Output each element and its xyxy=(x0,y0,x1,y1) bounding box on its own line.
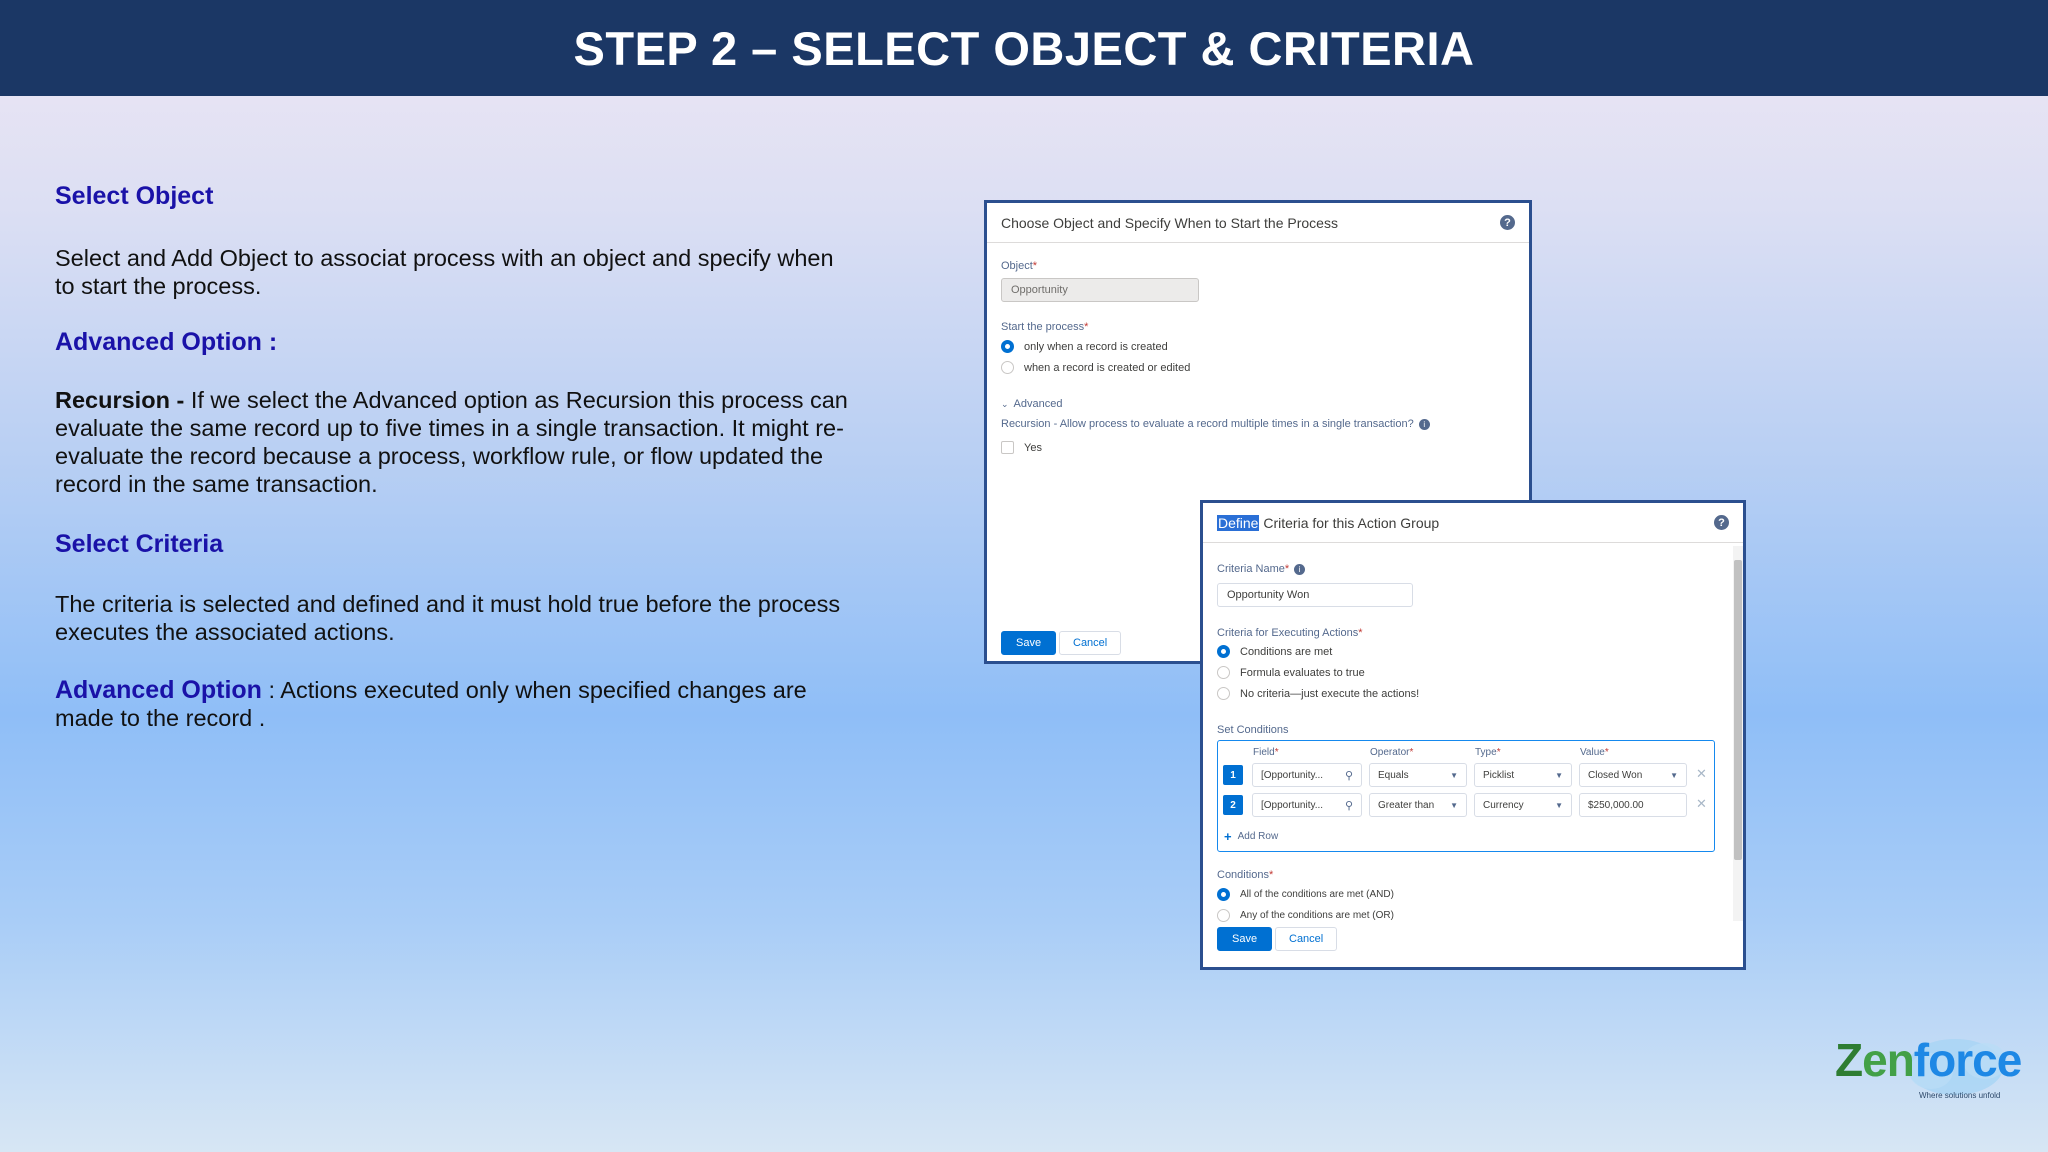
select-criteria-heading: Select Criteria xyxy=(55,530,224,558)
recursion-label: Recursion - xyxy=(55,387,191,413)
advanced-option-description: Actions executed only when specified changes are made to the record . xyxy=(55,677,807,731)
panel2-save-button[interactable]: Save xyxy=(1217,927,1272,951)
radio-and[interactable]: All of the conditions are met (AND) xyxy=(1217,888,1394,901)
panel2-cancel-button[interactable]: Cancel xyxy=(1275,927,1337,951)
advanced-option-criteria-text xyxy=(55,676,855,732)
object-input[interactable]: Opportunity xyxy=(1001,278,1199,302)
scrollbar[interactable] xyxy=(1733,546,1743,921)
panel1-cancel-button[interactable]: Cancel xyxy=(1059,631,1121,655)
row-number: 1 xyxy=(1223,765,1243,785)
scroll-thumb[interactable] xyxy=(1734,560,1742,860)
radio-unselected-icon[interactable] xyxy=(1217,687,1230,700)
plus-icon: + xyxy=(1224,829,1232,844)
recursion-yes-checkbox[interactable]: Yes xyxy=(1001,441,1042,454)
radio-unselected-icon[interactable] xyxy=(1001,361,1014,374)
type-select[interactable]: Currency ▼ xyxy=(1474,793,1572,817)
checkbox-icon[interactable] xyxy=(1001,441,1014,454)
radio-selected-icon[interactable] xyxy=(1217,645,1230,658)
criteria-name-label: Criteria Name* i xyxy=(1217,563,1305,575)
radio-or[interactable]: Any of the conditions are met (OR) xyxy=(1217,909,1394,922)
operator-select[interactable]: Greater than ▼ xyxy=(1369,793,1467,817)
panel1-header xyxy=(987,203,1529,243)
search-icon[interactable]: ⚲ xyxy=(1344,799,1353,812)
row-number: 2 xyxy=(1223,795,1243,815)
define-criteria-panel xyxy=(1200,500,1746,970)
start-process-label: Start the process* xyxy=(1001,321,1089,333)
select-criteria-text: The criteria is selected and defined and it must hold true before the process executes the associated actions. xyxy=(55,591,841,645)
col-operator-header: Operator* xyxy=(1370,747,1414,758)
advanced-option-inline-heading: Advanced Option xyxy=(55,676,262,704)
object-label: Object* xyxy=(1001,260,1038,272)
caret-down-icon: ▼ xyxy=(1450,800,1458,810)
col-value-header: Value* xyxy=(1580,747,1609,758)
radio-selected-icon[interactable] xyxy=(1001,340,1014,353)
caret-down-icon: ▼ xyxy=(1450,770,1458,780)
advanced-option-colon: : xyxy=(261,677,281,703)
value-input[interactable]: $250,000.00 xyxy=(1579,793,1687,817)
caret-down-icon: ▼ xyxy=(1670,770,1678,780)
field-lookup[interactable]: [Opportunity... ⚲ xyxy=(1252,763,1362,787)
search-icon[interactable]: ⚲ xyxy=(1344,769,1353,782)
close-icon[interactable]: ✕ xyxy=(1696,766,1707,781)
title-bar xyxy=(0,0,2048,96)
col-type-header: Type* xyxy=(1475,747,1501,758)
radio-only-created[interactable]: only when a record is created xyxy=(1001,340,1168,353)
close-icon[interactable]: ✕ xyxy=(1696,796,1707,811)
info-icon[interactable]: i xyxy=(1294,564,1305,575)
radio-unselected-icon[interactable] xyxy=(1217,909,1230,922)
question-circle-icon[interactable]: ? xyxy=(1500,215,1515,230)
add-row-button[interactable]: + Add Row xyxy=(1224,829,1279,844)
recursion-label: Recursion - Allow process to evaluate a record multiple times in a single transaction? i xyxy=(1001,418,1430,430)
field-lookup[interactable]: [Opportunity... ⚲ xyxy=(1252,793,1362,817)
panel1-title: Choose Object and Specify When to Start the Process xyxy=(1001,214,1338,231)
page-title: STEP 2 – SELECT OBJECT & CRITERIA xyxy=(573,21,1475,75)
advanced-option-heading: Advanced Option : xyxy=(55,328,278,356)
recursion-description: If we select the Advanced option as Recursion this process can evaluate the same record up to five times in a single transaction. It might re-evaluate the record because a process, workflow rule, or flow updated the record in the same transaction. xyxy=(55,387,848,497)
logo-tagline: Where solutions unfold xyxy=(1919,1091,2001,1100)
radio-selected-icon[interactable] xyxy=(1217,888,1230,901)
zenforce-logo xyxy=(1835,1025,2022,1125)
panel1-save-button[interactable]: Save xyxy=(1001,631,1056,655)
recursion-text xyxy=(55,386,855,498)
radio-conditions-met[interactable]: Conditions are met xyxy=(1217,645,1332,658)
col-field-header: Field* xyxy=(1253,747,1279,758)
conditions-table xyxy=(1217,740,1715,852)
advanced-toggle[interactable]: ⌄ Advanced xyxy=(1001,398,1063,410)
exec-criteria-label: Criteria for Executing Actions* xyxy=(1217,627,1363,639)
panel2-header xyxy=(1203,503,1743,543)
value-select[interactable]: Closed Won ▼ xyxy=(1579,763,1687,787)
select-object-text: Select and Add Object to associat process with an object and specify when to start the process. xyxy=(55,245,834,299)
caret-down-icon: ▼ xyxy=(1555,770,1563,780)
type-select[interactable]: Picklist ▼ xyxy=(1474,763,1572,787)
criteria-name-input[interactable]: Opportunity Won xyxy=(1217,583,1413,607)
info-icon[interactable]: i xyxy=(1419,419,1430,430)
operator-select[interactable]: Equals ▼ xyxy=(1369,763,1467,787)
question-circle-icon[interactable]: ? xyxy=(1714,515,1729,530)
caret-down-icon: ▼ xyxy=(1555,800,1563,810)
radio-no-criteria[interactable]: No criteria—just execute the actions! xyxy=(1217,687,1419,700)
set-conditions-label: Set Conditions xyxy=(1217,724,1289,736)
radio-formula-true[interactable]: Formula evaluates to true xyxy=(1217,666,1365,679)
conditions-label: Conditions* xyxy=(1217,869,1274,881)
radio-created-or-edited[interactable]: when a record is created or edited xyxy=(1001,361,1190,374)
radio-unselected-icon[interactable] xyxy=(1217,666,1230,679)
panel2-title: Define Criteria for this Action Group xyxy=(1218,514,1440,531)
logo-text: Zenforce xyxy=(1835,1034,2022,1086)
chevron-down-icon: ⌄ xyxy=(1001,398,1009,409)
select-object-heading: Select Object xyxy=(55,182,214,210)
